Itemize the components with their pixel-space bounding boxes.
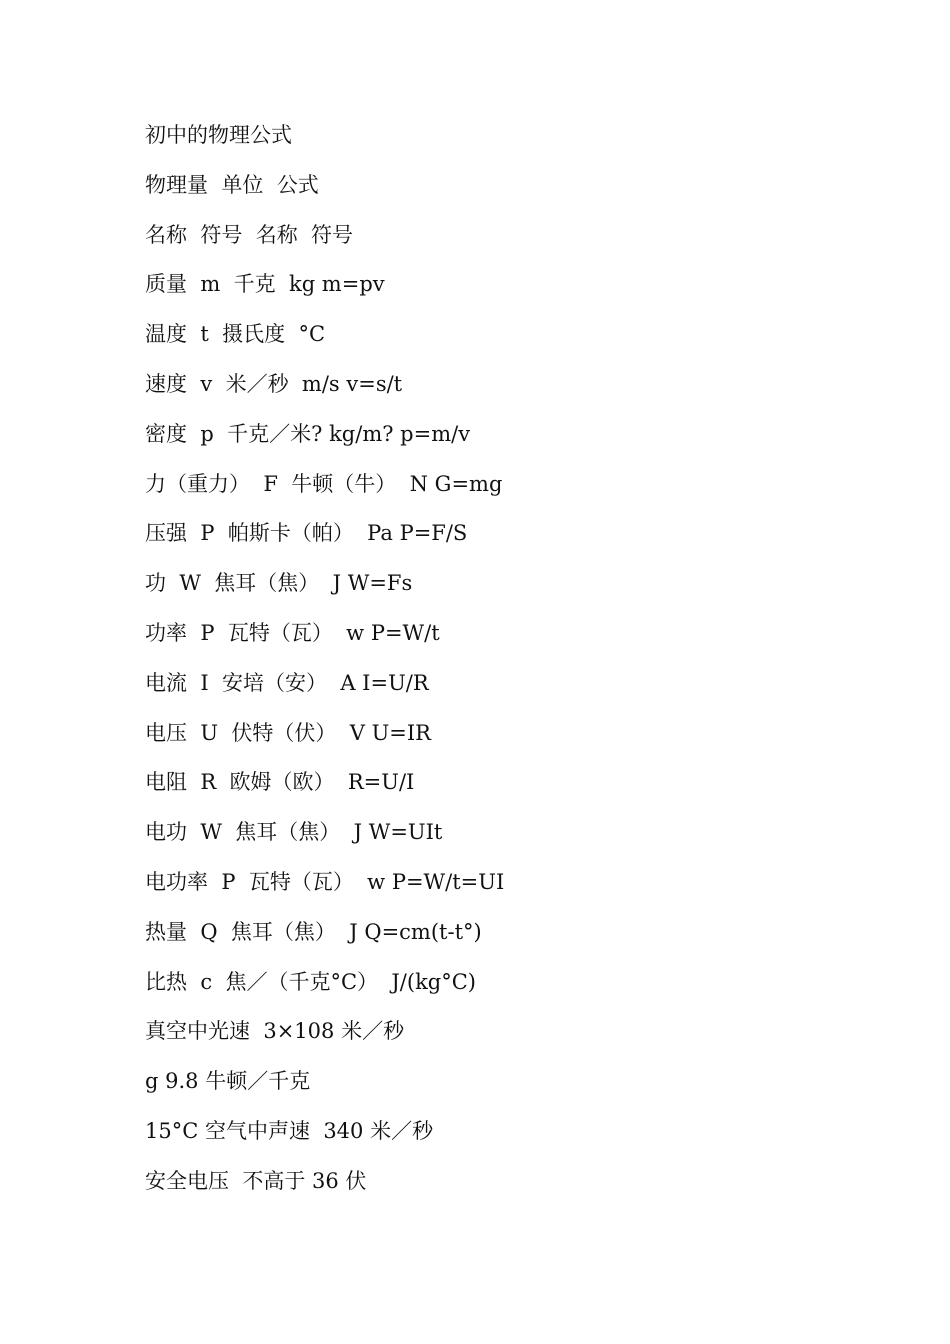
text-line: 名称 符号 名称 符号	[145, 222, 354, 247]
text-line: 电压 U 伏特（伏） V U=IR	[145, 720, 431, 745]
document-title: 初中的物理公式	[145, 123, 292, 147]
text-line: 压强 P 帕斯卡（帕） Pa P=F/S	[145, 521, 468, 546]
text-line: g 9.8 牛顿／千克	[145, 1069, 311, 1094]
text-lines	[145, 118, 504, 1214]
text-line: 真空中光速 3×108 米／秒	[145, 1019, 405, 1044]
text-line: 物理量 单位 公式	[145, 172, 319, 197]
text-line: 电功率 P 瓦特（瓦） w P=W/t=UI	[145, 869, 505, 894]
text-line: 质量 m 千克 kg m=pv	[145, 272, 385, 297]
text-line: 密度 p 千克／米? kg/m? p=m/v	[145, 421, 471, 446]
text-line: 功 W 焦耳（焦） J W=Fs	[145, 571, 413, 596]
text-line: 热量 Q 焦耳（焦） J Q=cm(t-t°)	[145, 919, 482, 944]
text-line: 安全电压 不高于 36 伏	[145, 1168, 367, 1193]
text-line: 比热 c 焦／（千克°C） J/(kg°C)	[145, 969, 476, 994]
text-line: 电流 I 安培（安） A I=U/R	[145, 670, 429, 695]
text-line: 力（重力） F 牛顿（牛） N G=mg	[145, 471, 503, 496]
text-line: 温度 t 摄氏度 °C	[145, 322, 326, 347]
text-line: 速度 v 米／秒 m/s v=s/t	[145, 371, 403, 396]
text-line: 功率 P 瓦特（瓦） w P=W/t	[145, 620, 440, 645]
text-line: 15°C 空气中声速 340 米／秒	[145, 1118, 434, 1143]
text-line: 电阻 R 欧姆（欧） R=U/I	[145, 770, 415, 795]
text-line: 电功 W 焦耳（焦） J W=UIt	[145, 820, 443, 845]
